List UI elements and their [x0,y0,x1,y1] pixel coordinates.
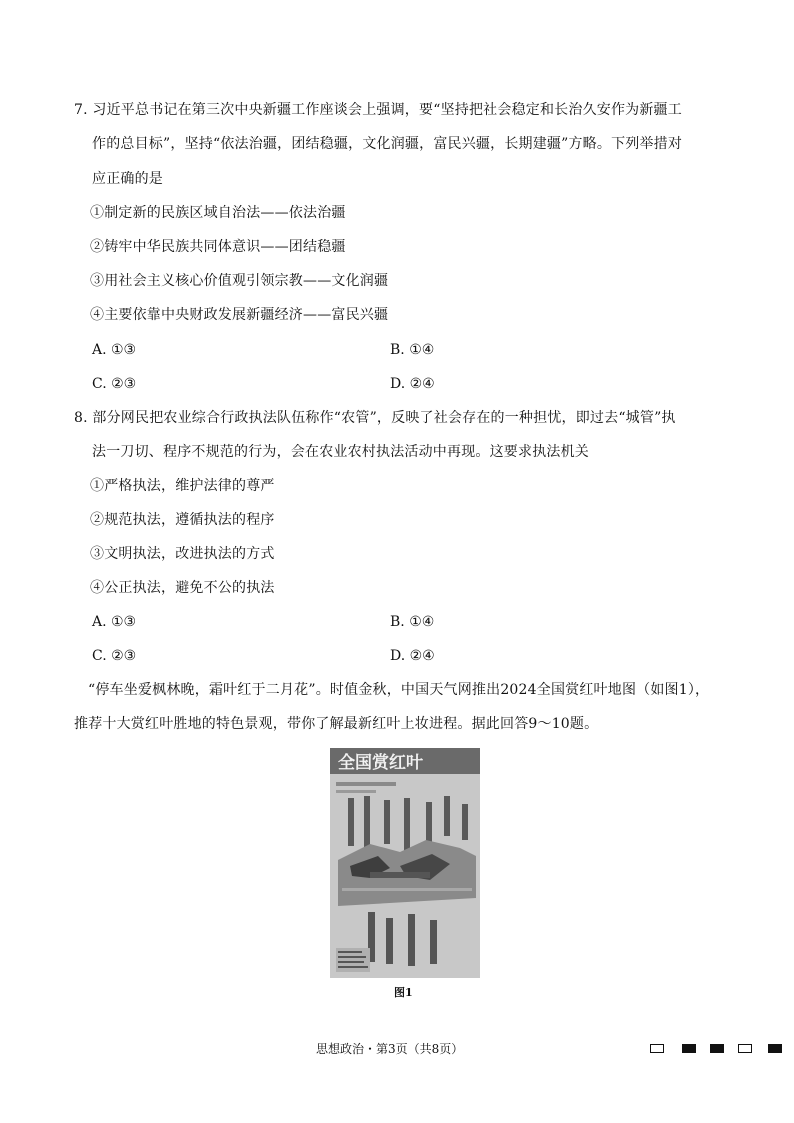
q7-stem-line-1: 7. 习近平总书记在第三次中央新疆工作座谈会上强调，要“坚持把社会稳定和长治久安作为新疆工 [74,102,682,118]
q7-option-b[interactable]: B. ①④ [390,342,435,358]
q8-stem-line-1: 8. 部分网民把农业综合行政执法队伍称作“农管”，反映了社会存在的一种担忧，即过去“城管”执 [74,410,676,426]
banner-logo-text: 全国赏红叶 [338,753,423,773]
q7-stem-line-2: 作的总目标”，坚持“依法治疆，团结稳疆，文化润疆，富民兴疆，长期建疆”方略。下列举措对 [92,136,683,152]
q8-option-c[interactable]: C. ②③ [92,648,137,664]
q8-item-2: ②规范执法，遵循执法的程序 [90,512,275,528]
page-footer: 思想政治・第3页（共8页） [316,1042,464,1056]
passage-line-2: 推荐十大赏红叶胜地的特色景观，带你了解最新红叶上妆进程。据此回答9～10题。 [74,716,599,732]
q7-option-c[interactable]: C. ②③ [92,376,137,392]
q8-option-a[interactable]: A. ①③ [92,614,137,630]
mark-filled-icon [682,1044,696,1053]
q7-item-3: ③用社会主义核心价值观引领宗教——文化润疆 [90,273,389,289]
mark-hollow-icon [650,1044,664,1053]
map-image [330,748,480,978]
q7-item-2: ②铸牢中华民族共同体意识——团结稳疆 [90,239,346,255]
mark-filled-icon [768,1044,782,1053]
mark-hollow-icon [738,1044,752,1053]
q8-item-3: ③文明执法，改进执法的方式 [90,546,275,562]
q8-option-b[interactable]: B. ①④ [390,614,435,630]
q8-item-4: ④公正执法，避免不公的执法 [90,580,275,596]
q8-option-d[interactable]: D. ②④ [390,648,435,664]
q7-option-d[interactable]: D. ②④ [390,376,435,392]
q8-stem-line-2: 法一刀切、程序不规范的行为，会在农业农村执法活动中再现。这要求执法机关 [92,444,589,460]
q7-option-a[interactable]: A. ①③ [92,342,137,358]
q7-item-4: ④主要依靠中央财政发展新疆经济——富民兴疆 [90,307,389,323]
passage-line-1: “停车坐爱枫林晚，霜叶红于二月花”。时值金秋，中国天气网推出2024全国赏红叶地图（如图1）， [88,682,710,698]
mark-filled-icon [710,1044,724,1053]
q7-stem-line-3: 应正确的是 [92,171,163,187]
q7-item-1: ①制定新的民族区域自治法——依法治疆 [90,205,346,221]
red-leaf-map-figure [330,748,480,978]
figure-caption: 图1 [394,986,413,999]
q8-item-1: ①严格执法，维护法律的尊严 [90,478,275,494]
scan-registration-marks [650,1040,790,1060]
